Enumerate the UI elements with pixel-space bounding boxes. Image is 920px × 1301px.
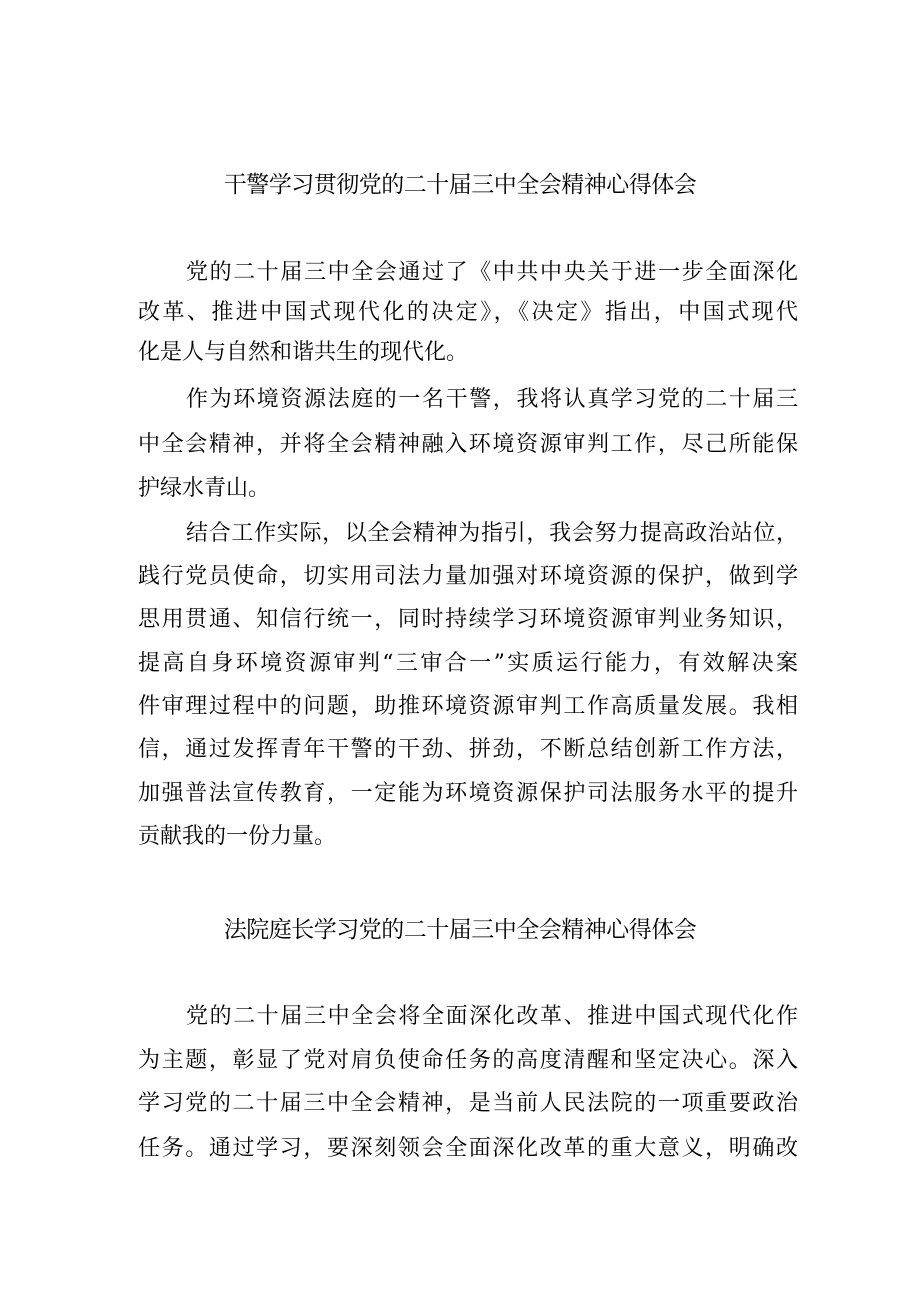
section-1-paragraph-2-line: 护绿水青山。 bbox=[138, 476, 271, 501]
section-1-paragraph-1-line: 党的二十届三中全会通过了《中共中央关于进一步全面深化 bbox=[186, 260, 798, 285]
section-2-paragraph-1-line: 党的二十届三中全会将全面深化改革、推进中国式现代化作 bbox=[186, 1004, 798, 1029]
section-1-paragraph-2-line: 中全会精神，并将全会精神融入环境资源审判工作，尽己所能保 bbox=[138, 432, 798, 457]
section-1-paragraph-3-line: 加强普法宣传教育，一定能为环境资源保护司法服务水平的提升 bbox=[138, 781, 798, 806]
section-1-paragraph-3-line: 践行党员使命，切实用司法力量加强对环境资源的保护，做到学 bbox=[138, 564, 798, 589]
section-1-paragraph-3-line: 贡献我的一份力量。 bbox=[138, 824, 337, 849]
section-1-paragraph-3-line: 结合工作实际，以全会精神为指引，我会努力提高政治站位， bbox=[186, 521, 798, 546]
section-1-paragraph-1-line: 改革、推进中国式现代化的决定》，《决定》指出，中国式现代 bbox=[138, 300, 798, 325]
section-2-paragraph-1-line: 为主题，彰显了党对肩负使命任务的高度清醒和坚定决心。深入 bbox=[138, 1048, 798, 1073]
section-1-paragraph-3-line: 件审理过程中的问题，助推环境资源审判工作高质量发展。我相 bbox=[138, 694, 798, 719]
section-1-paragraph-3-line: 提高自身环境资源审判“三审合一”实质运行能力，有效解决案 bbox=[138, 651, 798, 676]
section-2-paragraph-1-line: 任务。通过学习，要深刻领会全面深化改革的重大意义，明确改 bbox=[138, 1136, 798, 1161]
section-1-paragraph-3-line: 信，通过发挥青年干警的干劲、拼劲，不断总结创新工作方法， bbox=[138, 737, 798, 762]
section-1-title: 干警学习贯彻党的二十届三中全会精神心得体会 bbox=[223, 172, 697, 198]
section-2-title: 法院庭长学习党的二十届三中全会精神心得体会 bbox=[223, 917, 697, 943]
section-1-paragraph-3-line: 思用贯通、知信行统一，同时持续学习环境资源审判业务知识， bbox=[138, 607, 798, 632]
section-1-paragraph-2-line: 作为环境资源法庭的一名干警，我将认真学习党的二十届三 bbox=[186, 387, 798, 412]
section-1-paragraph-1-line: 化是人与自然和谐共生的现代化。 bbox=[138, 340, 469, 365]
section-2-paragraph-1-line: 学习党的二十届三中全会精神，是当前人民法院的一项重要政治 bbox=[138, 1091, 798, 1116]
